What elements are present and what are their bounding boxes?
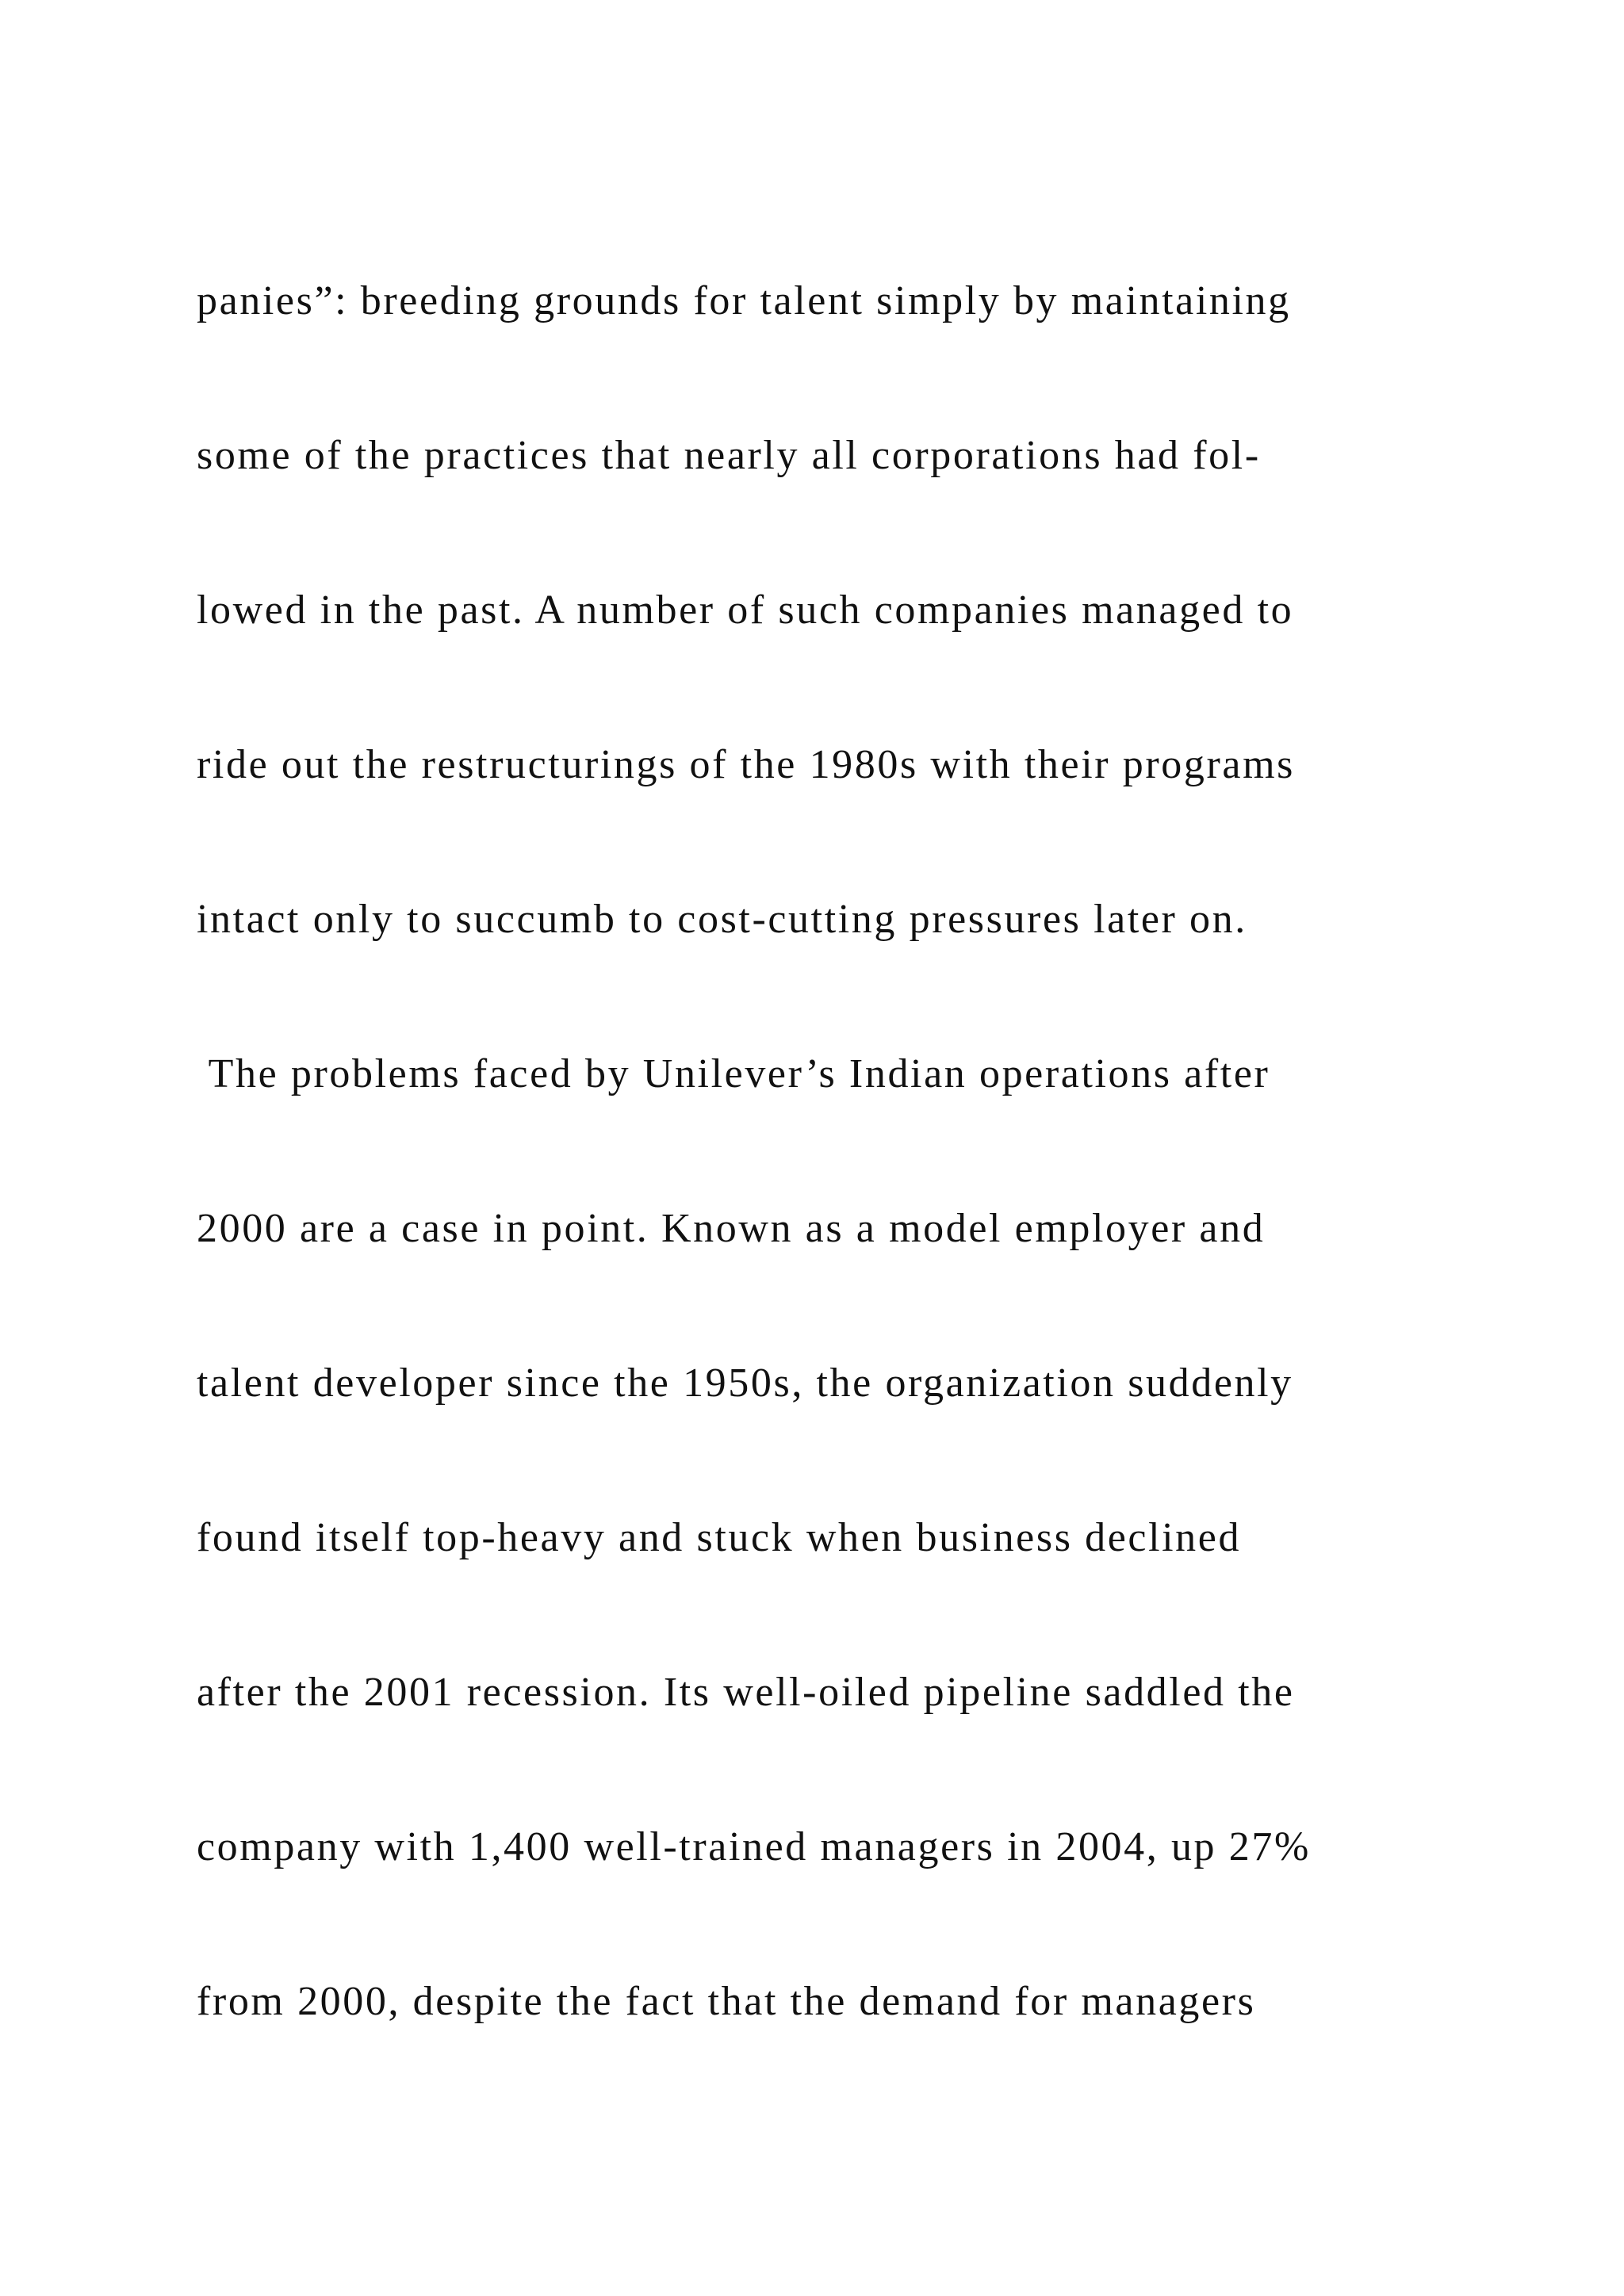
text-line: after the 2001 recession. Its well-oiled pipeline saddled the	[197, 1670, 1295, 1715]
text-line: ride out the restructurings of the 1980s with their programs	[197, 742, 1295, 787]
text-line: found itself top-heavy and stuck when business declined	[197, 1515, 1242, 1560]
text-line: some of the practices that nearly all corporations had fol-	[197, 433, 1261, 478]
text-line: lowed in the past. A number of such companies managed to	[197, 587, 1294, 633]
text-line: intact only to succumb to cost-cutting pressures later on.	[197, 897, 1247, 942]
text-line: The problems faced by Unilever’s Indian operations after	[197, 1051, 1270, 1096]
text-line: panies”: breeding grounds for talent simply by maintaining	[197, 278, 1291, 323]
text-line: from 2000, despite the fact that the demand for managers	[197, 1979, 1256, 2024]
text-line: company with 1,400 well-trained managers in 2004, up 27%	[197, 1824, 1311, 1869]
text-line: talent developer since the 1950s, the organization suddenly	[197, 1360, 1293, 1406]
text-line: 2000 are a case in point. Known as a model employer and	[197, 1206, 1266, 1251]
